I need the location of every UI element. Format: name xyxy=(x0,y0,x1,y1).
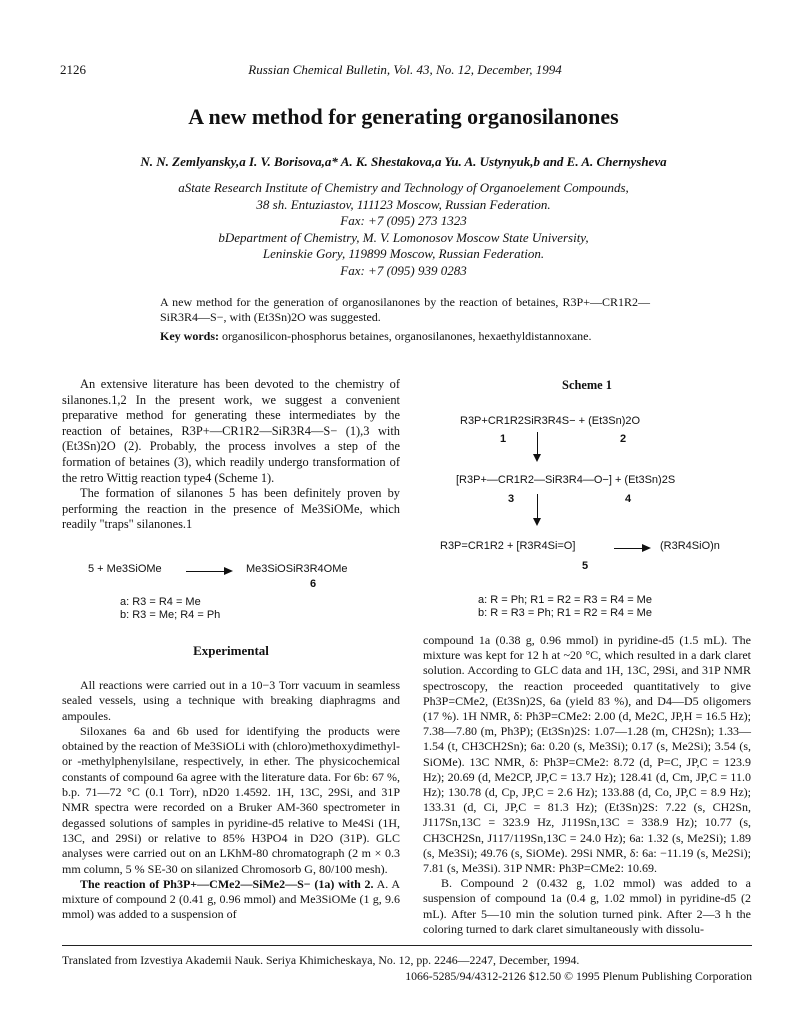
experimental-continued xyxy=(423,633,751,937)
scheme-row3-left: R3P=CR1R2 + [R3R4Si=O] xyxy=(440,540,576,552)
trap-variant-b: b: R3 = Me; R4 = Ph xyxy=(120,609,221,621)
compound-number: 3 xyxy=(508,493,515,505)
scheme-variant-a: a: R = Ph; R1 = R2 = R3 = R4 = Me xyxy=(478,594,652,606)
reaction-text: A. A mixture of compound 2 (0.41 g, 0.96 mmol) and Me3SiOMe (1 g, 9.6 mmol) was added to a suspension of xyxy=(62,876,400,922)
scheme-arrowhead-1 xyxy=(533,454,541,462)
footer xyxy=(62,952,752,984)
experimental-paragraph: B. Compound 2 (0.432 g, 1.02 mmol) was added to a suspension of compound 1a (0.4 g, 1.02 mmol) in pyridine-d5 (2 mL). After 5—10 min the solution turned pink. After 2—3 h the coloring turned to dark claret simultaneously with dissolu- xyxy=(423,876,751,936)
affiliation-line: Fax: +7 (095) 273 1323 xyxy=(340,213,467,228)
scheme-arrowhead-2 xyxy=(533,518,541,526)
running-header xyxy=(60,62,750,78)
author-list: N. N. Zemlyansky,a I. V. Borisova,a* A. K. Shestakova,a Yu. A. Ustynyuk,b and E. A. Chernyshevа xyxy=(140,154,667,169)
keywords xyxy=(160,329,650,344)
affiliation-line: bDepartment of Chemistry, M. V. Lomonosov Moscow State University, xyxy=(218,229,589,245)
affiliation-line: Leninskie Gory, 119899 Moscow, Russian Federation. xyxy=(262,246,545,261)
footer-rule xyxy=(62,945,752,946)
scheme-harrow-line xyxy=(614,548,644,549)
intro-text xyxy=(62,377,400,533)
experimental-paragraph: Siloxanes 6a and 6b used for identifying the products were obtained by the reaction of Me3SiOLi with (chloro)methoxydimethyl- or -methylphenylsilane, respectively, in ether. The physicochemical constants of compound 6a agree with the literature data. For 6b: 67 %, b.p. 71—72 °C (0.1 Torr), nD20 1.4592. 1H, 13C, 29Si, and 31P NMR spectra were recorded on a Bruker AM-360 spectrometer in degassed solutions of samples in pyridine-d5 relative to Me4Si (1H, 13C, and 29Si) or relative to 85% H3PO4 in D2O (31P). GLC analyses were carried out on an LKhM-80 chromatograph (2 m × 0.3 mm column, 5 % SE-30 on silanized Chromosorb G, 80/100 mesh). xyxy=(62,723,400,876)
experimental-paragraph: All reactions were carried out in a 10−3 Torr vacuum in seamless sealed vessels, using a technique with breaking diaphragms and ampoules. xyxy=(62,678,400,723)
affiliation-line: Fax: +7 (095) 939 0283 xyxy=(340,262,467,278)
scheme-arrow-2 xyxy=(537,494,538,520)
intro-paragraph: An extensive literature has been devoted to the chemistry of silanones.1,2 In the present work, we suggest a convenient preparative method for generating these intermediates by the reaction of betaines, R3P+—CR1R2—SiR3R4—S− (1),3 with (Et3Sn)2O (2). Probably, the process involves a step of the formation of betaines (3), which readily undergo transformation of the retro Wittig reaction type4 (Scheme 1). xyxy=(62,377,400,485)
compound-number: 6 xyxy=(310,578,317,590)
abstract xyxy=(160,295,650,344)
compound-number: 5 xyxy=(582,560,589,572)
section-heading: Experimental xyxy=(193,643,269,658)
affiliation-line: 38 sh. Entuziastov, 111123 Moscow, Russian Federation. xyxy=(256,196,551,212)
scheme-row2: [R3P+—CR1R2—SiR3R4—O−] + (Et3Sn)2S xyxy=(456,474,676,486)
compound-number: 2 xyxy=(620,433,627,445)
trap-arrow-head xyxy=(224,567,233,575)
scheme-harrow-head xyxy=(642,544,651,552)
experimental-paragraph xyxy=(62,877,400,923)
trap-variant-a: a: R3 = R4 = Me xyxy=(120,596,201,608)
article-title: A new method for generating organosilanones xyxy=(188,104,619,129)
scheme-title: Scheme 1 xyxy=(562,378,612,392)
scheme-variant-b: b: R = R3 = Ph; R1 = R2 = R4 = Me xyxy=(478,607,652,619)
affiliation-line: aState Research Institute of Chemistry and Technology of Organoelement Compounds, xyxy=(178,180,629,195)
scheme-row1: R3P+CR1R2SiR3R4S− + (Et3Sn)2O xyxy=(460,415,641,427)
translation-note: Translated from Izvestiya Akademii Nauk. Seriya Khimicheskaya, No. 12, pp. 2246—2247, December, 1994. xyxy=(62,953,580,967)
affiliations xyxy=(0,180,807,279)
compound-number: 4 xyxy=(625,493,632,505)
experimental-text xyxy=(62,678,400,923)
compound-number: 1 xyxy=(500,433,507,445)
scheme-row3-right: (R3R4SiO)n xyxy=(660,540,720,552)
trap-eq-right: Me3SiOSiR3R4OMe xyxy=(246,563,348,575)
trap-arrow-line xyxy=(186,571,226,572)
reaction-heading: The reaction of Ph3P+—CMe2—SiMe2—S− (1a) with 2. xyxy=(80,876,374,891)
page-number: 2126 xyxy=(60,62,86,77)
keywords-text: organosilicon-phosphorus betaines, organosilanones, hexaethyldistannoxane. xyxy=(222,329,592,343)
scheme-arrow-1 xyxy=(537,432,538,456)
keywords-label: Key words: xyxy=(160,329,219,343)
copyright-line: 1066-5285/94/4312-2126 $12.50 © 1995 Plenum Publishing Corporation xyxy=(405,969,752,983)
experimental-paragraph: compound 1a (0.38 g, 0.96 mmol) in pyridine-d5 (1.5 mL). The mixture was kept for 12 h at ~20 °C, which resulted in a dark claret solution. According to GLC data and 1H, 13C, 29Si, and 31P NMR spectroscopy, the reaction proceeded quantitatively to give Ph3P=CMe2, (Et3Sn)2S, 6a (yield 83 %), and D4—D5 oligomers (17 %). 1H NMR, δ: Ph3P=CMe2: 2.00 (d, Me2C, JP,H = 16.5 Hz); 7.38—7.80 (m, Ph3P); (Et3Sn)2S: 1.07—1.28 (m, CH2Sn); 1.33—1.54 (t, CH3CH2Sn); 6a: 0.20 (s, Me3Si); 0.17 (s, Me2Si); 3.54 (s, SiOMe). 13C NMR, δ: Ph3P=CMe2: 8.72 (d, P=C, JP,C = 123.9 Hz); 20.69 (d, Me2CP, JP,C = 13.7 Hz); 128.41 (d, Cm, JP,C = 11.0 Hz); 130.78 (d, Cp, JP,C = 2.6 Hz); 133.88 (d, Co, JP,C = 8.9 Hz); 133.31 (d, Ci, JP,C = 81.3 Hz); (Et3Sn)2S: 7.22 (s, CH2Sn, J117Sn,13C = 323.9 Hz, J119Sn,13C = 338.9 Hz); 10.77 (s, CH3CH2Sn, J117/119Sn,13C = 24.0 Hz); 6a: 1.32 (s, Me2Si); 1.89 (s, Me3Si); 49.76 (s, SiOMe). 29Si NMR, δ: 6a: −11.19 (s, Me2Si); 7.81 (s, Me3Si). 31P NMR: Ph3P=CMe2: 10.69. xyxy=(423,633,751,876)
journal-citation: Russian Chemical Bulletin, Vol. 43, No. 12, December, 1994 xyxy=(248,62,562,77)
intro-paragraph: The formation of silanones 5 has been definitely proven by performing the reaction in the presence of Me3SiOMe, which readily "traps" silanones.1 xyxy=(62,486,400,532)
abstract-text: A new method for the generation of organosilanones by the reaction of betaines, R3P+—CR1R2—SiR3R4—S−, with (Et3Sn)2O was suggested. xyxy=(160,295,650,324)
trap-eq-left: 5 + Me3SiOMe xyxy=(88,563,162,575)
